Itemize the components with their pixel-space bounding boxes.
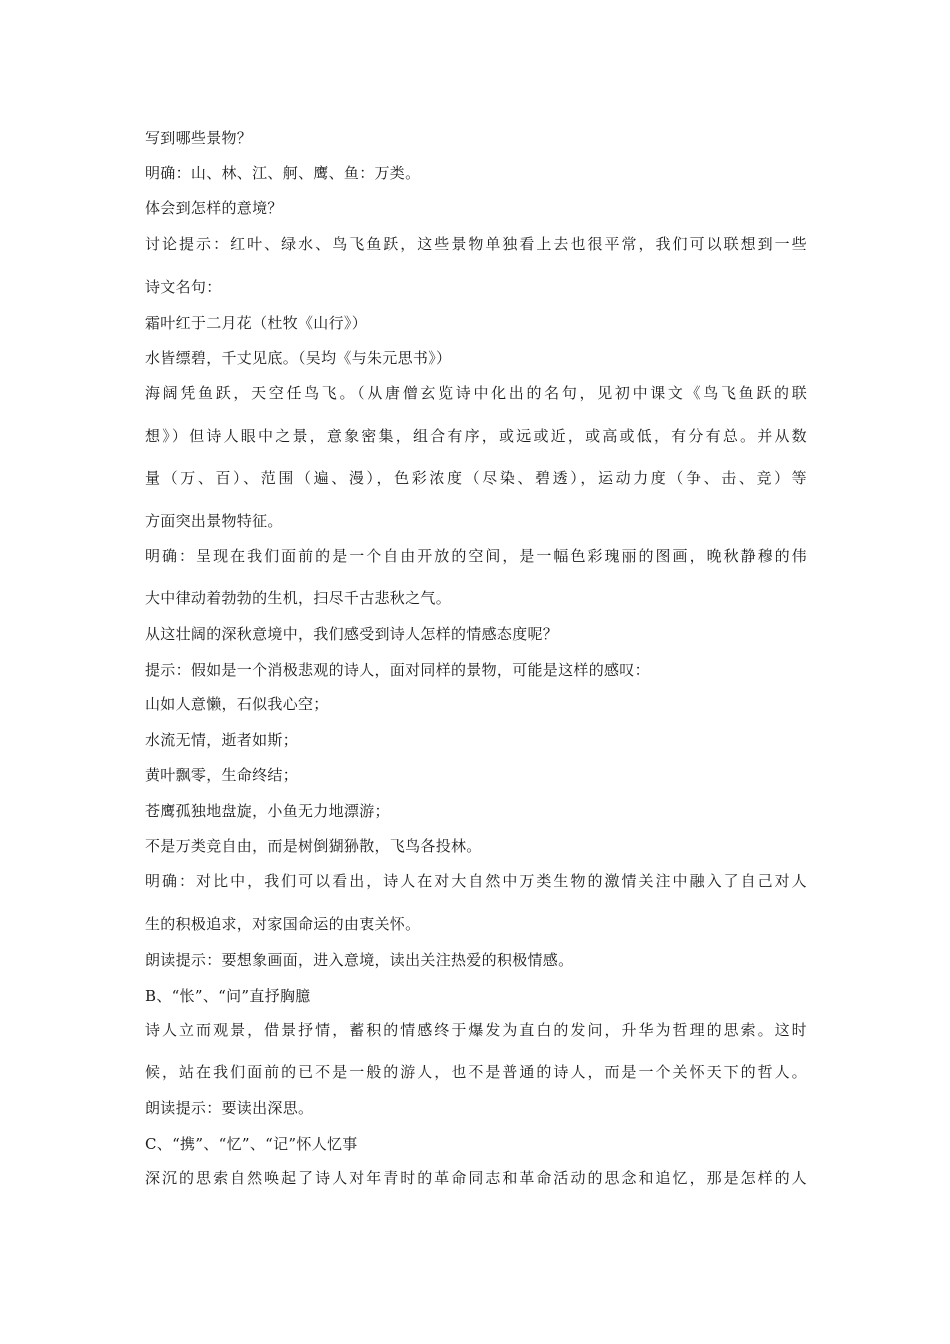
text-line: 提示：假如是一个消极悲观的诗人，面对同样的景物，可能是这样的感叹：	[145, 661, 650, 679]
text-line: 朗读提示：要想象画面，进入意境，读出关注热爱的积极情感。	[145, 951, 574, 969]
text-line: 山如人意懒，石似我心空；	[145, 695, 329, 713]
text-line: 大中律动着勃勃的生机，扫尽千古悲秋之气。	[145, 589, 452, 607]
text-line: 黄叶飘零，生命终结；	[145, 766, 299, 784]
text-line: 苍鹰孤独地盘旋，小鱼无力地漂游；	[145, 802, 390, 820]
text-line: 诗文名句：	[145, 278, 222, 296]
text-line: 水皆缥碧，千丈见底。（吴均《与朱元思书》）	[145, 349, 452, 367]
text-line: 诗人立而观景，借景抒情，蓄积的情感终于爆发为直白的发问，升华为哲理的思索。这时	[145, 1021, 807, 1039]
text-line: 明确：呈现在我们面前的是一个自由开放的空间，是一幅色彩瑰丽的图画，晚秋静穆的伟	[145, 547, 807, 565]
text-line: 方面突出景物特征。	[145, 512, 283, 530]
text-line: 写到哪些景物？	[145, 129, 253, 147]
document-page	[145, 0, 807, 1344]
section-heading: B、“怅”、“问”直抒胸臆	[145, 987, 311, 1005]
section-heading: C、“携”、“忆”、“记”怀人忆事	[145, 1135, 358, 1153]
text-line: 海阔凭鱼跃，天空任鸟飞。（从唐僧玄览诗中化出的名句，见初中课文《鸟飞鱼跃的联	[145, 384, 807, 402]
text-line: 朗读提示：要读出深思。	[145, 1099, 314, 1117]
text-line: 水流无情，逝者如斯；	[145, 731, 299, 749]
text-line: 体会到怎样的意境？	[145, 199, 283, 217]
text-line: 从这壮阔的深秋意境中，我们感受到诗人怎样的情感态度呢？	[145, 625, 559, 643]
text-line: 量（万、百）、范围（遍、漫），色彩浓度（尽染、碧透），运动力度（争、击、竞）等	[145, 469, 807, 487]
text-line: 生的积极追求，对家国命运的由衷关怀。	[145, 915, 421, 933]
text-line: 明确：山、林、江、舸、鹰、鱼：万类。	[145, 164, 421, 182]
text-line: 不是万类竞自由，而是树倒猢狲散，飞鸟各投林。	[145, 837, 482, 855]
text-line: 候，站在我们面前的已不是一般的游人，也不是普通的诗人，而是一个关怀天下的哲人。	[145, 1063, 807, 1081]
text-line: 深沉的思索自然唤起了诗人对年青时的革命同志和革命活动的思念和追忆，那是怎样的人	[145, 1169, 807, 1187]
text-line: 霜叶红于二月花（杜牧《山行》）	[145, 314, 368, 332]
text-line: 讨论提示：红叶、绿水、鸟飞鱼跃，这些景物单独看上去也很平常，我们可以联想到一些	[145, 235, 807, 253]
text-line: 想》）但诗人眼中之景，意象密集，组合有序，或远或近，或高或低，有分有总。并从数	[145, 427, 807, 445]
text-line: 明确：对比中，我们可以看出，诗人在对大自然中万类生物的激情关注中融入了自己对人	[145, 872, 807, 890]
